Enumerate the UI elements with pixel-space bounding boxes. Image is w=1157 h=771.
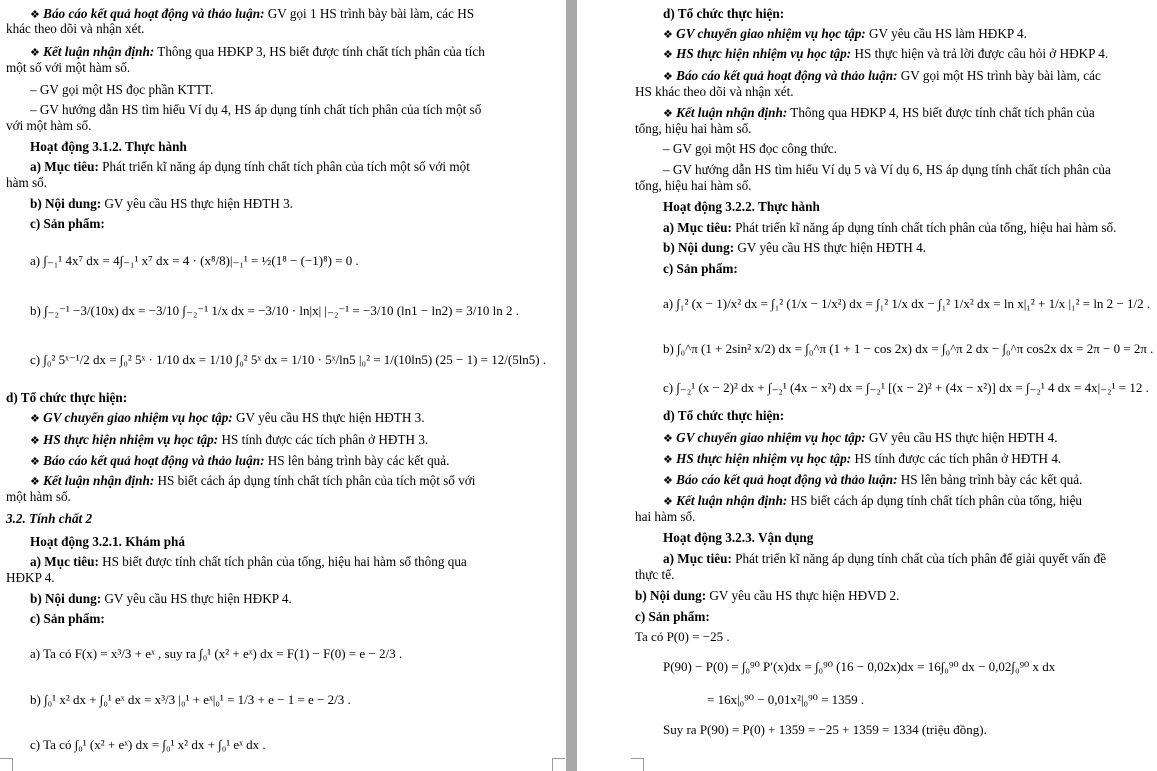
paragraph-line: b) Nội dung: GV yêu cầu HS thực hiện HĐTH 3. [30,196,293,211]
paragraph-line: một hàm số. [6,489,71,504]
paragraph-line: thực tế. [635,567,675,582]
paragraph-line: b) Nội dung: GV yêu cầu HS thực hiện HĐKP 4. [30,591,292,606]
paragraph-line: a) Mục tiêu: Phát triển kĩ năng áp dụng tính chất tích phân của tổng, hiệu hai hàm số. [663,220,1117,235]
math-formula: Suy ra P(90) = P(0) + 1359 = −25 + 1359 = 1334 (triệu đồng). [663,722,987,737]
paragraph-line: HĐKP 4. [6,570,55,585]
subheading: c) Sản phẩm: [663,261,738,276]
paragraph-line: khác theo dõi và nhận xét. [6,21,145,36]
math-formula: c) Ta có ∫₀¹ (x² + eˣ) dx = ∫₀¹ x² dx + ∫₀¹ eˣ dx . [30,737,266,752]
paragraph-line: a) Mục tiêu: Phát triển kĩ năng áp dụng tính chất của tích phân để giải quyết vấn đề [663,551,1107,566]
paragraph-line: ❖ Kết luận nhận định: HS biết cách áp dụng tính chất tích phân của tổng, hiệu [663,493,1083,508]
paragraph-line: ❖ Báo cáo kết quả hoạt động và thảo luận: HS lên bảng trình bày các kết quả. [663,472,1083,487]
paragraph-line: a) Mục tiêu: Phát triển kĩ năng áp dụng tính chất tích phân của tích một số với một [30,159,470,174]
math-formula: b) ∫₀^π (1 + 2sin² x/2) dx = ∫₀^π (1 + 1 − cos 2x) dx = ∫₀^π 2 dx − ∫₀^π cos2x dx = 2π − 0 = 2π . [663,341,1154,356]
subheading: d) Tổ chức thực hiện: [663,408,785,423]
math-formula: a) ∫₁² (x − 1)/x² dx = ∫₁² (1/x − 1/x²) dx = ∫₁² 1/x dx − ∫₁² 1/x² dx = ln x|₁² + 1/x |₁² = ln 2 − 1/2 . [663,296,1151,311]
math-formula: c) ∫₋₂¹ (x − 2)² dx + ∫₋₂¹ (4x − x²) dx = ∫₋₂¹ [(x − 2)² + (4x − x²)] dx = ∫₋₂¹ 4 dx = 4x|₋₂¹ = 12 . [663,380,1149,395]
paragraph-line: – GV gọi một HS đọc công thức. [663,141,837,156]
paragraph-line: ❖ GV chuyển giao nhiệm vụ học tập: GV yêu cầu HS làm HĐKP 4. [663,26,1027,41]
paragraph-line: tổng, hiệu hai hàm số. [635,121,752,136]
math-formula: a) Ta có F(x) = x³/3 + eˣ , suy ra ∫₀¹ (x² + eˣ) dx = F(1) − F(0) = e − 2/3 . [30,646,403,661]
paragraph-line: ❖ GV chuyển giao nhiệm vụ học tập: GV yêu cầu HS thực hiện HĐTH 4. [663,430,1058,445]
paragraph-line: hàm số. [6,175,48,190]
math-formula: = 16x|₀⁹⁰ − 0,01x²|₀⁹⁰ = 1359 . [707,692,865,707]
paragraph-line: – GV gọi một HS đọc phần KTTT. [30,82,214,97]
section-heading: Hoạt động 3.2.3. Vận dụng [663,530,814,545]
document-page-right [577,0,1157,771]
paragraph-line: ❖ Kết luận nhận định: Thông qua HĐKP 4, HS biết được tính chất tích phân của [663,105,1095,120]
crop-mark [552,758,565,771]
math-formula: b) ∫₀¹ x² dx + ∫₀¹ eˣ dx = x³/3 |₀¹ + eˣ|₀¹ = 1/3 + e − 1 = e − 2/3 . [30,692,351,707]
paragraph-line: ❖ GV chuyển giao nhiệm vụ học tập: GV yêu cầu HS thực hiện HĐTH 3. [30,410,425,425]
section-heading: Hoạt động 3.2.1. Khám phá [30,534,185,549]
math-formula: P(90) − P(0) = ∫₀⁹⁰ P′(x)dx = ∫₀⁹⁰ (16 − 0,02x)dx = 16∫₀⁹⁰ dx − 0,02∫₀⁹⁰ x dx [663,659,1056,674]
paragraph-line: ❖ Báo cáo kết quả hoạt động và thảo luận: GV gọi một HS trình bày bài làm, các [663,68,1101,83]
paragraph-line: ❖ HS thực hiện nhiệm vụ học tập: HS tính được các tích phân ở HĐTH 3. [30,432,429,447]
paragraph-line: – GV hướng dẫn HS tìm hiểu Ví dụ 5 và Ví dụ 6, HS áp dụng tính chất tích phân của [663,162,1111,177]
math-formula: c) ∫₀² 5ˣ⁻¹/2 dx = ∫₀² 5ˣ · 1/10 dx = 1/10 ∫₀² 5ˣ dx = 1/10 · 5ˣ/ln5 |₀² = 1/(10ln5) (25 − 1) = 12/(5ln5) . [30,352,547,367]
paragraph-line: hai hàm số. [635,509,696,524]
section-heading: 3.2. Tính chất 2 [6,511,93,526]
paragraph-line: ❖ Kết luận nhận định: Thông qua HĐKP 3, HS biết được tính chất tích phân của tích [30,44,485,59]
paragraph-line: b) Nội dung: GV yêu cầu HS thực hiện HĐVD 2. [635,588,900,603]
section-heading: Hoạt động 3.1.2. Thực hành [30,139,187,154]
crop-mark [0,758,13,771]
paragraph-line: tổng, hiệu hai hàm số. [635,178,752,193]
subheading: d) Tổ chức thực hiện: [663,6,785,21]
subheading: c) Sản phẩm: [30,611,105,626]
paragraph-line: ❖ HS thực hiện nhiệm vụ học tập: HS thực hiện và trả lời được câu hỏi ở HĐKP 4. [663,46,1109,61]
subheading: d) Tổ chức thực hiện: [6,390,128,405]
paragraph-line: ❖ HS thực hiện nhiệm vụ học tập: HS tính được các tích phân ở HĐTH 4. [663,451,1062,466]
math-formula: Ta có P(0) = −25 . [635,629,730,644]
paragraph-line: ❖ Báo cáo kết quả hoạt động và thảo luận: HS lên bảng trình bày các kết quả. [30,453,450,468]
math-formula: a) ∫₋₁¹ 4x⁷ dx = 4∫₋₁¹ x⁷ dx = 4 · (x⁸/8)|₋₁¹ = ½(1⁸ − (−1)⁸) = 0 . [30,253,359,268]
paragraph-line: ❖ Kết luận nhận định: HS biết cách áp dụng tính chất tích phân của tích một số với [30,473,476,488]
paragraph-line: HS khác theo dõi và nhận xét. [635,84,794,99]
crop-mark [631,758,644,771]
paragraph-line: với một hàm số. [6,118,92,133]
math-formula: b) ∫₋₂⁻¹ −3/(10x) dx = −3/10 ∫₋₂⁻¹ 1/x dx = −3/10 · ln|x| |₋₂⁻¹ = −3/10 (ln1 − ln2) = 3/10 ln 2 . [30,303,519,318]
subheading: c) Sản phẩm: [30,216,105,231]
paragraph-line: b) Nội dung: GV yêu cầu HS thực hiện HĐTH 4. [663,240,926,255]
section-heading: Hoạt động 3.2.2. Thực hành [663,199,820,214]
paragraph-line: a) Mục tiêu: HS biết được tính chất tích phân của tổng, hiệu hai hàm số thông qua [30,554,467,569]
paragraph-line: một số với một hàm số. [6,60,131,75]
document-page-left [0,0,566,771]
paragraph-line: – GV hướng dẫn HS tìm hiểu Ví dụ 4, HS áp dụng tính chất tích phân của tích một số [30,102,482,117]
paragraph-line: ❖ Báo cáo kết quả hoạt động và thảo luận: GV gọi 1 HS trình bày bài làm, các HS [30,6,475,21]
subheading: c) Sản phẩm: [635,609,710,624]
